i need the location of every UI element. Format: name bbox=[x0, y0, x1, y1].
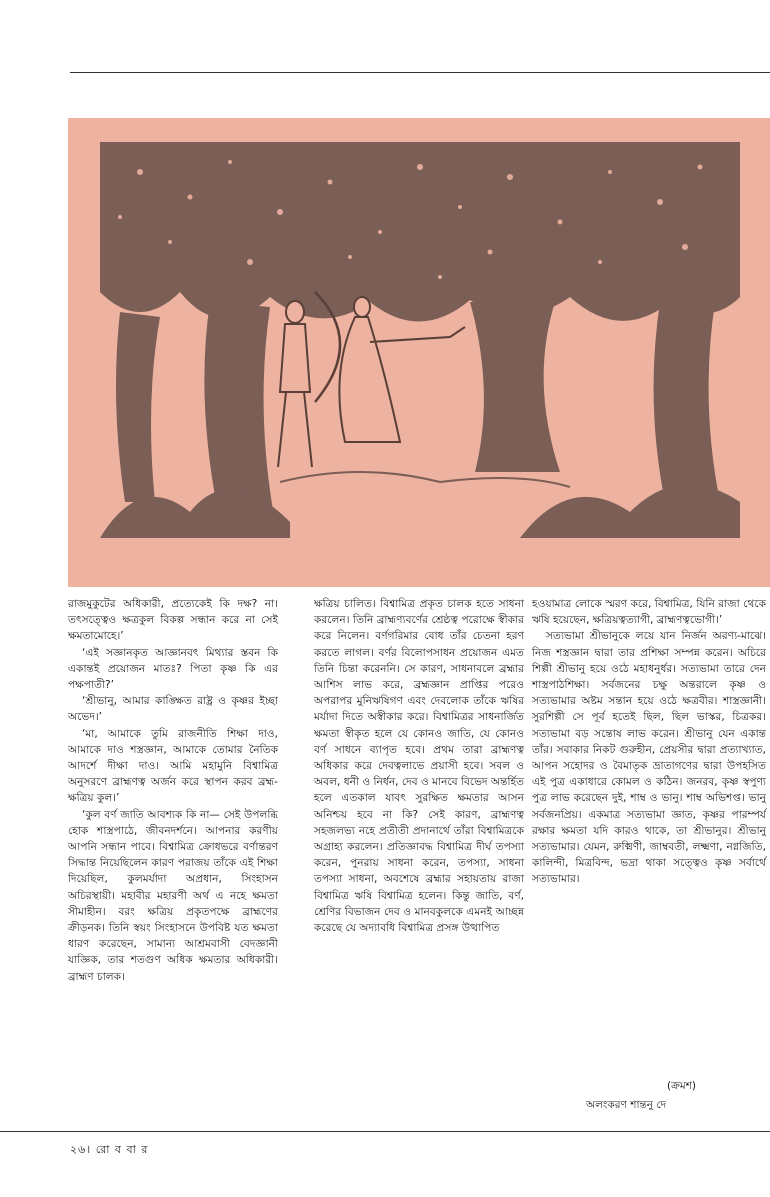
page-folio: ২৬। রো ব বা র bbox=[70, 1143, 149, 1156]
forest-archer-illustration-icon bbox=[100, 142, 740, 538]
paragraph: ‘কুল বর্ণ জাতি আবশ্যক কি না— সেই উপলব্ধি হোক শাস্ত্রপাঠে, জীবনদর্শনে। আপনার করণীয় আপনি সন্ধান পাবে। বিশ্বামিত্র ক্রোধভরে বর্ণান্তরণ সিদ্ধান্ত নিয়েছিলেন কারণ পরাজয় তাঁকে এই শিক্ষা দিয়েছিল, কুলমর্যাদা অপ্রধান, সিংহাসন অচিরস্থায়ী। মহাবীর মহারণী অর্থ এ নহে ক্ষমতা সীমাহীন। বরং ক্ষত্রিয় প্রকৃতপক্ষে ব্রাহ্মণের ক্রীড়নক। তিনি স্বয়ং সিংহাসনে উপবিষ্ট যত ক্ষমতা ধারণ করেছেন, সামান্য আশ্রমবাসী বেদজ্ঞানী যাজ্ঞিক, তার শতগুণ অধিক ক্ষমতার অধিকারী। ব্রাহ্মণ চালক। bbox=[68, 808, 278, 983]
paragraph: রাজমুকুটের অধিকারী, প্রত্যেকেই কি দক্ষ? না। তৎসত্ত্বেও ক্ষত্রকুল বিকল্প সন্ধান করে না সেই ক্ষমতামোহে।’ bbox=[68, 598, 278, 643]
article-column-3 bbox=[532, 596, 766, 888]
illustration-frame bbox=[68, 118, 770, 587]
article-column-1 bbox=[68, 596, 278, 985]
series-continued-label: (ক্রমশ) bbox=[667, 1080, 697, 1092]
paragraph: হওয়ামাত্র লোকে স্মরণ করে, বিশ্বামিত্র, যিনি রাজা থেকে ঋষি হয়েছেন, ক্ষত্রিয়ত্বত্যাগী, ব্রাহ্মণত্বভোগী।’ bbox=[532, 598, 766, 627]
paragraph: সত্যভামা শ্রীভানুকে লয়ে যান নির্জন অরণ্য-মাঝে। নিজ শস্ত্রজ্ঞান দ্বারা তার প্রশিক্ষা সম্পন্ন করেন। অচিরে শিল্পী শ্রীভানু হয়ে ওঠে মহাধনুর্ধর। সত্যভামা তারে দেন শাস্ত্রপাঠশিক্ষা। সর্বজনের চক্ষু অন্তরালে কৃষ্ণ ও সত্যভামার অষ্টম সন্তান হয়ে ওঠে ক্ষত্রবীর। শাস্ত্রজ্ঞানী। সুরশিল্পী সে পূর্ব হতেই ছিল, ছিল ভাস্কর, চিত্রকর। সত্যভামা বড় সন্তোষ লাভ করেন। শ্রীভানু যেন একান্ত তাঁর। সবাকার নিকট গুরুহীন, প্রেয়সীর দ্বারা প্রত্যাখ্যাত, আপন সহোদর ও বৈমাতৃক ভ্রাতাগণের দ্বারা উপহসিত এই পুত্র একাধারে কোমল ও কঠিন। জনরব, কৃষ্ণ স্বপুণ্য পুত্র লাভ করেছেন দুই, শাম্ব ও ভানু। শাম্ব অভিশপ্ত। ভানু সর্বজনপ্রিয়। একমাত্র সত্যভামা জ্ঞাত, কৃষ্ণর পারম্পর্য রক্ষার ক্ষমতা যদি কারও থাকে, তা শ্রীভানুর। শ্রীভানু সত্যভামার। যেমন, রুক্মিণী, জাম্ববতী, লক্ষ্মণা, নগ্নজিতি, কালিন্দী, মিত্রবিন্দ, ভদ্রা থাকা সত্ত্বেও কৃষ্ণ সর্বার্থে সত্যভামার। bbox=[532, 630, 766, 886]
paragraph: ‘এই সজ্ঞানকৃত আজ্ঞানবৎ মিথ্যার স্তবন কি একান্তই প্রয়োজন মাতঃ? পিতা কৃষ্ণ কি এর পক্ষপাতী?’ bbox=[68, 646, 278, 692]
bottom-rule bbox=[0, 1131, 770, 1132]
paragraph: ‘মা, আমাকে তুমি রাজনীতি শিক্ষা দাও, আমাকে দাও শস্ত্রজ্ঞান, আমাকে তোমার নৈতিক আদর্শে দীক্ষা দাও। আমি মহামুনি বিশ্বামিত্র অনুসরণে ব্রাহ্মণত্ব অর্জন করে স্থাপন করব ব্রহ্ম-ক্ষত্রিয় কুল।’ bbox=[68, 727, 278, 805]
illustrator-credit: অলংকরণ শান্তনু দে bbox=[586, 1099, 667, 1111]
article-column-2 bbox=[314, 596, 524, 936]
paragraph: ‘শ্রীভানু, আমার কাঙ্ক্ষিত রাষ্ট্র ও কৃষ্ণর ইচ্ছা অভেদ।’ bbox=[68, 695, 278, 724]
top-rule bbox=[70, 72, 770, 73]
paragraph: ক্ষত্রিয় চালিত। বিশ্বামিত্র প্রকৃত চালক হতে সাধনা করলেন। তিনি ব্রাহ্মণ্যবর্ণের শ্রেষ্ঠত্ব পরোক্ষে স্বীকার করে নিলেন। বর্ণগরিমার বোধ তাঁর চেতনা হরণ করতে লাগল। বর্ণর বিলোপসাধন প্রয়োজন এমত তিনি চিন্তা করেননি। সে কারণ, সাধনাবলে ব্রহ্মার আশিস লাভ করে, ব্রহ্মজ্ঞান প্রাপ্তির পরেও অপরাপর মুনিঋষিগণ এবং দেবলোক তাঁকে ঋষির মর্যাদা দিতে অস্বীকার করে। বিশ্বামিত্রর সাধনার্জিত ক্ষমতা স্বীকৃত হলে যে কোনও জাতি, যে কোনও বর্ণ সাধনে ব্যাপৃত হবে। প্রথম তারা ব্রাহ্মণত্ব অধিকার করে দেবত্বলাভে প্রয়াসী হবে। সবল ও অবল, ধনী ও নির্ধন, দেব ও মানবে বিভেদ অন্তর্হিত হলে এতকাল যাবৎ সুরক্ষিত ক্ষমতার আসন অনিশ্চয় হবে না কি? সেই কারণ, ব্রাহ্মণত্ব সহজলভ্য নহে প্রতীতী প্রদানার্থে তাঁরা বিশ্বামিত্রকে অগ্রাহ্য করলেন। প্রতিজ্ঞাবদ্ধ বিশ্বামিত্র দীর্ঘ তপস্যা করেন, পুনরায় সাধনা করেন, তপস্যা, সাধনা তপস্যা সাধনা, অবশেষে ব্রহ্মার সহায়তায় রাজা বিশ্বামিত্র ঋষি বিশ্বামিত্র হলেন। কিন্তু জাতি, বর্ণ, শ্রেণির বিভাজন দেব ও মানবকুলকে এমনই আচ্ছন্ন করেছে যে অদ্যাবধি বিশ্বামিত্র প্রসঙ্গ উত্থাপিত bbox=[314, 598, 524, 935]
